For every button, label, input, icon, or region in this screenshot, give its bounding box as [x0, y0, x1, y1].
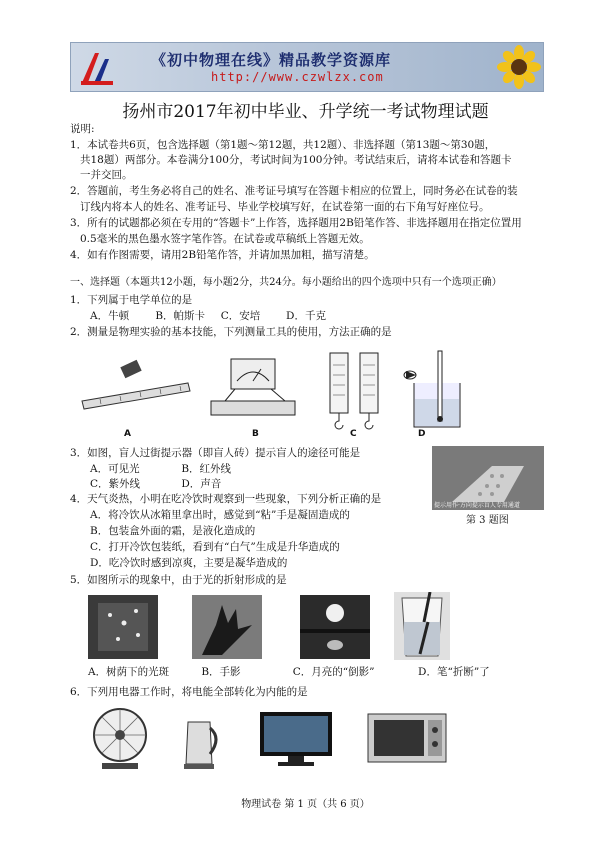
q3-options-row1: [90, 462, 231, 476]
q2-label-d: D: [418, 429, 426, 439]
q6-stem: 6．下列用电器工作时，将电能全部转化为内能的是: [70, 686, 308, 698]
q5-option-b: B．手影: [201, 666, 241, 678]
note-line: 2．答题前，考生务必将自己的姓名、准考证号填写在答题卡相应的位置上，同时务必在试卷的装: [70, 185, 518, 197]
site-logo-icon: [75, 45, 119, 89]
q3-option-a: A．可见光: [90, 463, 140, 475]
page-footer: 物理试卷 第 1 页（共 6 页）: [241, 799, 370, 810]
ruler-illustration: [80, 353, 192, 413]
q5-option-c: C．月亮的“倒影”: [292, 666, 375, 678]
q3-photo: [432, 446, 544, 510]
q5-option-d: D．笔“折断”了: [418, 666, 490, 678]
note-line: 1．本试卷共6页，包含选择题（第1题～第12题，共12题）、非选择题（第13题～第30题，: [70, 139, 496, 151]
q1-stem: 1．下列属于电学单位的是: [70, 294, 193, 306]
q4-option-d: D．吃冷饮时感到凉爽，主要是凝华造成的: [90, 557, 288, 569]
q2-label-c: C: [350, 429, 357, 439]
photo-caption: 提示用作·方向提示盲人专用通道: [434, 502, 520, 509]
sunflower-icon: [497, 45, 541, 89]
television-image: [258, 710, 334, 768]
banner-title: 《初中物理在线》精品教学资源库: [151, 51, 392, 69]
moon-reflection-image: [300, 595, 370, 659]
q3-figure-label: 第 3 题图: [466, 515, 509, 526]
ammeter-circuit-illustration: [205, 355, 305, 421]
note-line: 3．所有的试题都必须在专用的“答题卡”上作答，选择题用2B铅笔作答、非选择题用在指定位置用: [70, 217, 522, 229]
q2-label-a: A: [124, 429, 131, 439]
q3-option-c: C．紫外线: [90, 478, 141, 490]
microwave-oven-image: [366, 710, 448, 766]
q2-stem: 2．测量是物理实验的基本技能，下列测量工具的使用，方法正确的是: [70, 326, 392, 338]
q1-option-d: D．千克: [286, 310, 326, 322]
q4-option-b: B．包装盒外面的霜，是液化造成的: [90, 525, 256, 537]
section-heading: 一、选择题（本题共12小题，每小题2分，共24分。每小题给出的四个选项中只有一个选项正确）: [70, 277, 502, 288]
page-title: 扬州市2017年初中毕业、升学统一考试物理试题: [122, 102, 489, 122]
banner-url[interactable]: http://www.czwlzx.com: [211, 70, 384, 84]
pencil-in-water-image: [394, 592, 450, 660]
hand-shadow-image: [192, 595, 262, 659]
note-line: 一并交回。: [80, 169, 133, 181]
electric-kettle-image: [180, 712, 224, 770]
q4-option-c: C．打开冷饮包装纸，看到有“白气”生成是升华造成的: [90, 541, 340, 553]
note-line: 0.5毫米的黑色墨水签字笔作答。在试卷或草稿纸上答题无效。: [80, 233, 370, 245]
q1-options: [90, 309, 348, 323]
q3-options-row2: [90, 477, 221, 491]
q4-option-a: A．将冷饮从冰箱里拿出时，感觉到“粘”手是凝固造成的: [90, 509, 350, 521]
q5-options: [88, 665, 490, 679]
notes-heading: 说明:: [70, 123, 95, 135]
q5-stem: 5．如图所示的现象中，由于光的折射形成的是: [70, 574, 287, 586]
q2-label-b: B: [252, 429, 259, 439]
thermometer-beaker-illustration: [402, 347, 472, 431]
electric-fan-image: [88, 705, 152, 771]
q4-stem: 4．天气炎热，小明在吃冷饮时观察到一些现象，下列分析正确的是: [70, 493, 382, 505]
q3-option-b: B．红外线: [181, 463, 232, 475]
q3-stem: 3．如图，盲人过街提示器（即盲人砖）提示盲人的途径可能是: [70, 447, 361, 459]
note-line: 订线内将本人的姓名、准考证号、毕业学校填写好，在试卷第一面的右下角写好座位号。: [80, 201, 490, 213]
tree-shade-light-spots-image: [88, 595, 158, 659]
header-banner: [70, 42, 544, 92]
note-line: 4．如有作图需要，请用2B铅笔作答，并请加黑加粗，描写清楚。: [70, 249, 375, 261]
spring-scale-illustration: [320, 345, 390, 435]
q5-option-a: A．树荫下的光斑: [88, 666, 170, 678]
q1-option-a: A．牛顿: [90, 310, 130, 322]
q3-option-d: D．声音: [181, 478, 222, 490]
q1-option-c: C．安培: [220, 310, 261, 322]
q1-option-b: B．帕斯卡: [155, 310, 206, 322]
note-line: 共18题）两部分。本卷满分100分，考试时间为100分钟。考试结束后，请将本试卷和答题卡: [80, 154, 512, 166]
q2-figures: [72, 345, 532, 445]
